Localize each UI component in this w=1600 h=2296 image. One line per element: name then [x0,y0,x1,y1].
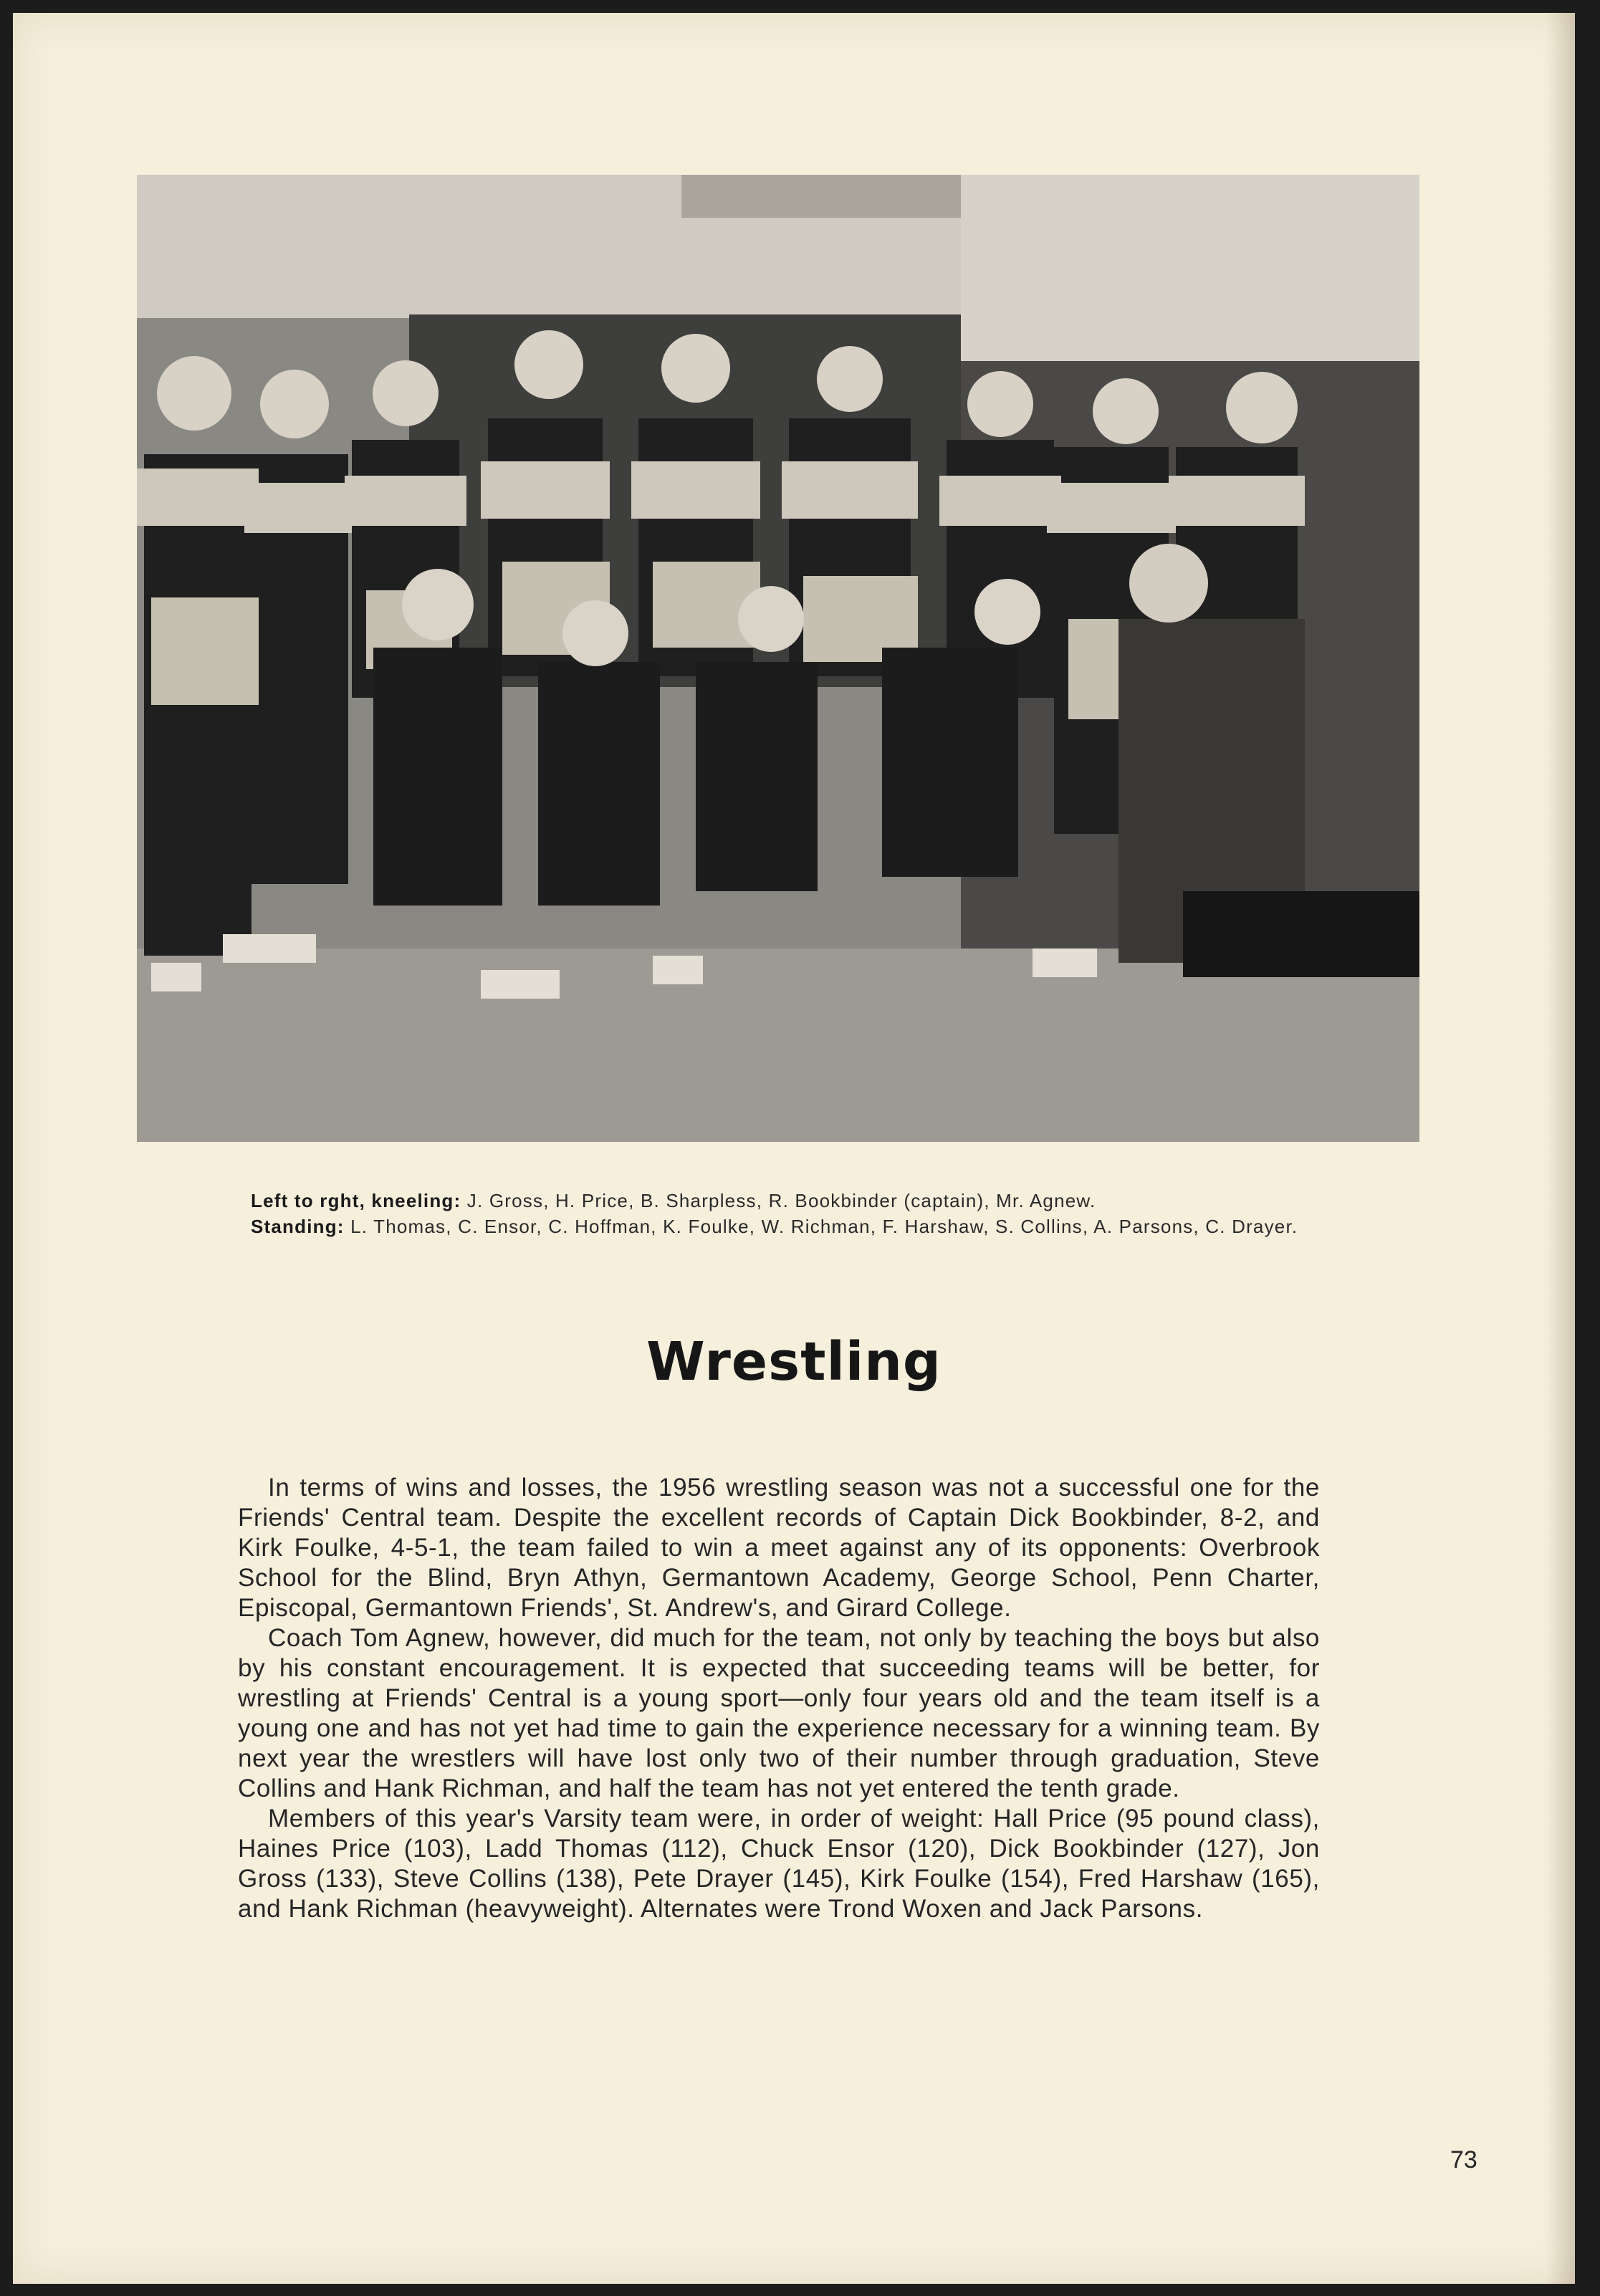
paragraph: In terms of wins and losses, the 1956 wrestling season was not a successful one for the Friends' Central team. Despite the excellent records of Captain Dick Bookbinder, 8-2, and Kirk Foulke, 4-5-1, the team failed to win a meet against any of its opponents: Overbrook School for the Blind, Bryn Athyn, Germantown Academy, George School, Penn Charter, Episcopal, Germantown Friends', St. Andrew's, and Girard College. [238,1474,1320,1622]
team-photo-graphic [137,175,1419,1142]
team-photo [137,175,1419,1142]
page-title: Wrestling [646,1331,942,1393]
caption-kneeling-label: Left to rght, kneeling: [251,1190,461,1211]
paragraph: Coach Tom Agnew, however, did much for the team, not only by teaching the boys but also by his constant encouragement. It is expected that succeeding teams will be better, for wrestling at Friends' Central is a young sport—only four years old and the team itself is a young one and has not yet had time to gain the experience necessary for a winning team. By next year the wrestlers will have lost only two of their number through graduation, Steve Collins and Hank Richman, and half the team has not yet entered the tenth grade. [238,1624,1320,1802]
article-body [238,1473,1320,1924]
caption-kneeling-names: J. Gross, H. Price, B. Sharpless, R. Bookbinder (captain), Mr. Agnew. [461,1190,1096,1211]
page-number: 73 [1450,2146,1477,2173]
yearbook-page [13,13,1575,2284]
paragraph: Members of this year's Varsity team were, in order of weight: Hall Price (95 pound class), Haines Price (103), Ladd Thomas (112), Chuck Ensor (120), Dick Bookbinder (127), Jon Gross (133), Steve Collins (138), Pete Drayer (145), Kirk Foulke (154), Fred Harshaw (165), and Hank Richman (heavyweight). Alternates were Trond Woxen and Jack Parsons. [238,1805,1320,1923]
page-edge-shadow [1546,13,1575,2284]
photo-caption [251,1188,1340,1239]
caption-standing-label: Standing: [251,1216,345,1237]
caption-standing-names: L. Thomas, C. Ensor, C. Hoffman, K. Foulke, W. Richman, F. Harshaw, S. Collins, A. Parsons, C. Drayer. [344,1216,1298,1237]
